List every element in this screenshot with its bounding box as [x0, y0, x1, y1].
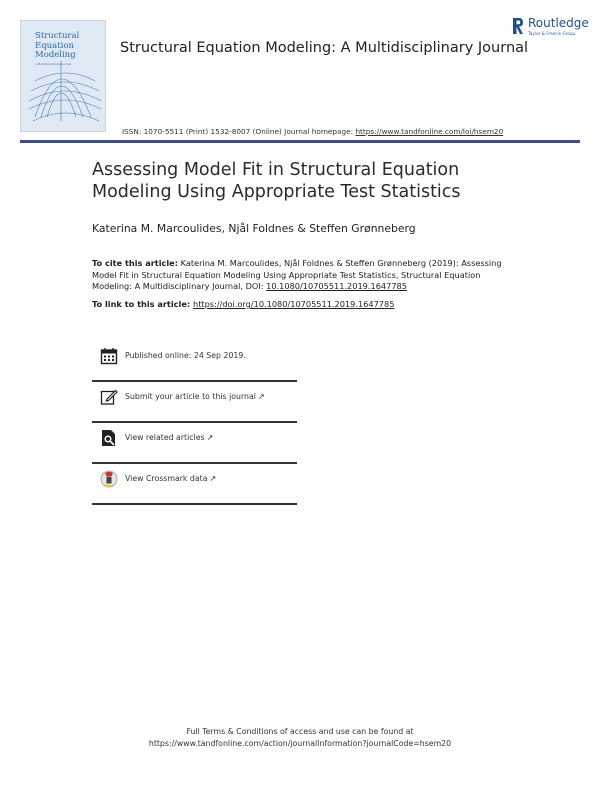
issn-line — [122, 127, 503, 136]
issn-text: ISSN: 1070-5511 (Print) 1532-8007 (Online) Journal homepage: — [122, 127, 356, 136]
external-link-icon: ↗ — [206, 433, 214, 442]
related-articles-link[interactable] — [125, 433, 213, 442]
published-date: Published online: 24 Sep 2019. — [125, 351, 246, 360]
pencil-edit-icon — [100, 388, 118, 406]
terms-line: Full Terms & Conditions of access and use can be found at — [186, 727, 414, 736]
article-link[interactable]: https://doi.org/10.1080/10705511.2019.1647785 — [193, 299, 395, 309]
header-divider — [20, 140, 580, 143]
journal-homepage-link[interactable]: https://www.tandfonline.com/loi/hsem20 — [355, 127, 504, 136]
crossmark-row[interactable] — [92, 470, 297, 502]
external-link-icon: ↗ — [209, 474, 217, 483]
journal-cover — [20, 20, 106, 132]
doi-link[interactable]: 10.1080/10705511.2019.1647785 — [266, 281, 407, 292]
cover-title-line: Modeling — [35, 50, 76, 60]
cover-title — [35, 32, 105, 61]
citation-text: Katerina M. Marcoulides, Njål Foldnes & Steffen Grønneberg (2019): Assessing Model Fit in Structural Equation Modeling Using Appropriate Test Statistics, Structural Equation Modeling: A Multidisciplinary Journal, DOI: — [92, 258, 502, 292]
journal-title[interactable]: Structural Equation Modeling: A Multidisciplinary Journal — [120, 40, 529, 56]
related-articles-row[interactable] — [92, 429, 297, 461]
row-divider — [92, 421, 297, 423]
row-divider — [92, 462, 297, 464]
row-divider — [92, 503, 297, 505]
submit-article-link[interactable] — [125, 392, 265, 401]
document-search-icon — [100, 429, 118, 447]
crossmark-link[interactable] — [125, 474, 216, 483]
publisher-name: Routledge — [528, 16, 589, 30]
crossmark-label: View Crossmark data — [125, 474, 208, 483]
external-link-icon: ↗ — [257, 392, 265, 401]
row-divider — [92, 380, 297, 382]
submit-article-row[interactable] — [92, 388, 297, 420]
article-authors[interactable]: Katerina M. Marcoulides, Njål Foldnes & Steffen Grønneberg — [92, 222, 416, 235]
cover-title-line: Equation — [35, 40, 74, 51]
article-link-label: To link to this article: — [92, 299, 193, 309]
article-link-line — [92, 299, 394, 309]
cover-title-line: Structural — [35, 31, 80, 41]
related-articles-label: View related articles — [125, 433, 205, 442]
routledge-logo-icon — [511, 16, 525, 36]
terms-link[interactable]: https://www.tandfonline.com/action/journalInformation?journalCode=hsem20 — [148, 739, 452, 748]
citation-block — [92, 258, 522, 293]
publisher-tagline: Taylor & Francis Group — [528, 31, 576, 36]
article-title: Assessing Model Fit in Structural Equation Modeling Using Appropriate Test Statistics — [92, 160, 461, 202]
submit-article-label: Submit your article to this journal — [125, 392, 256, 401]
citation-label: To cite this article: — [92, 258, 178, 268]
cover-subtitle: A Multidisciplinary Journal — [35, 62, 72, 66]
crossmark-icon — [100, 470, 118, 488]
calendar-icon — [100, 347, 118, 365]
published-row — [92, 347, 297, 379]
